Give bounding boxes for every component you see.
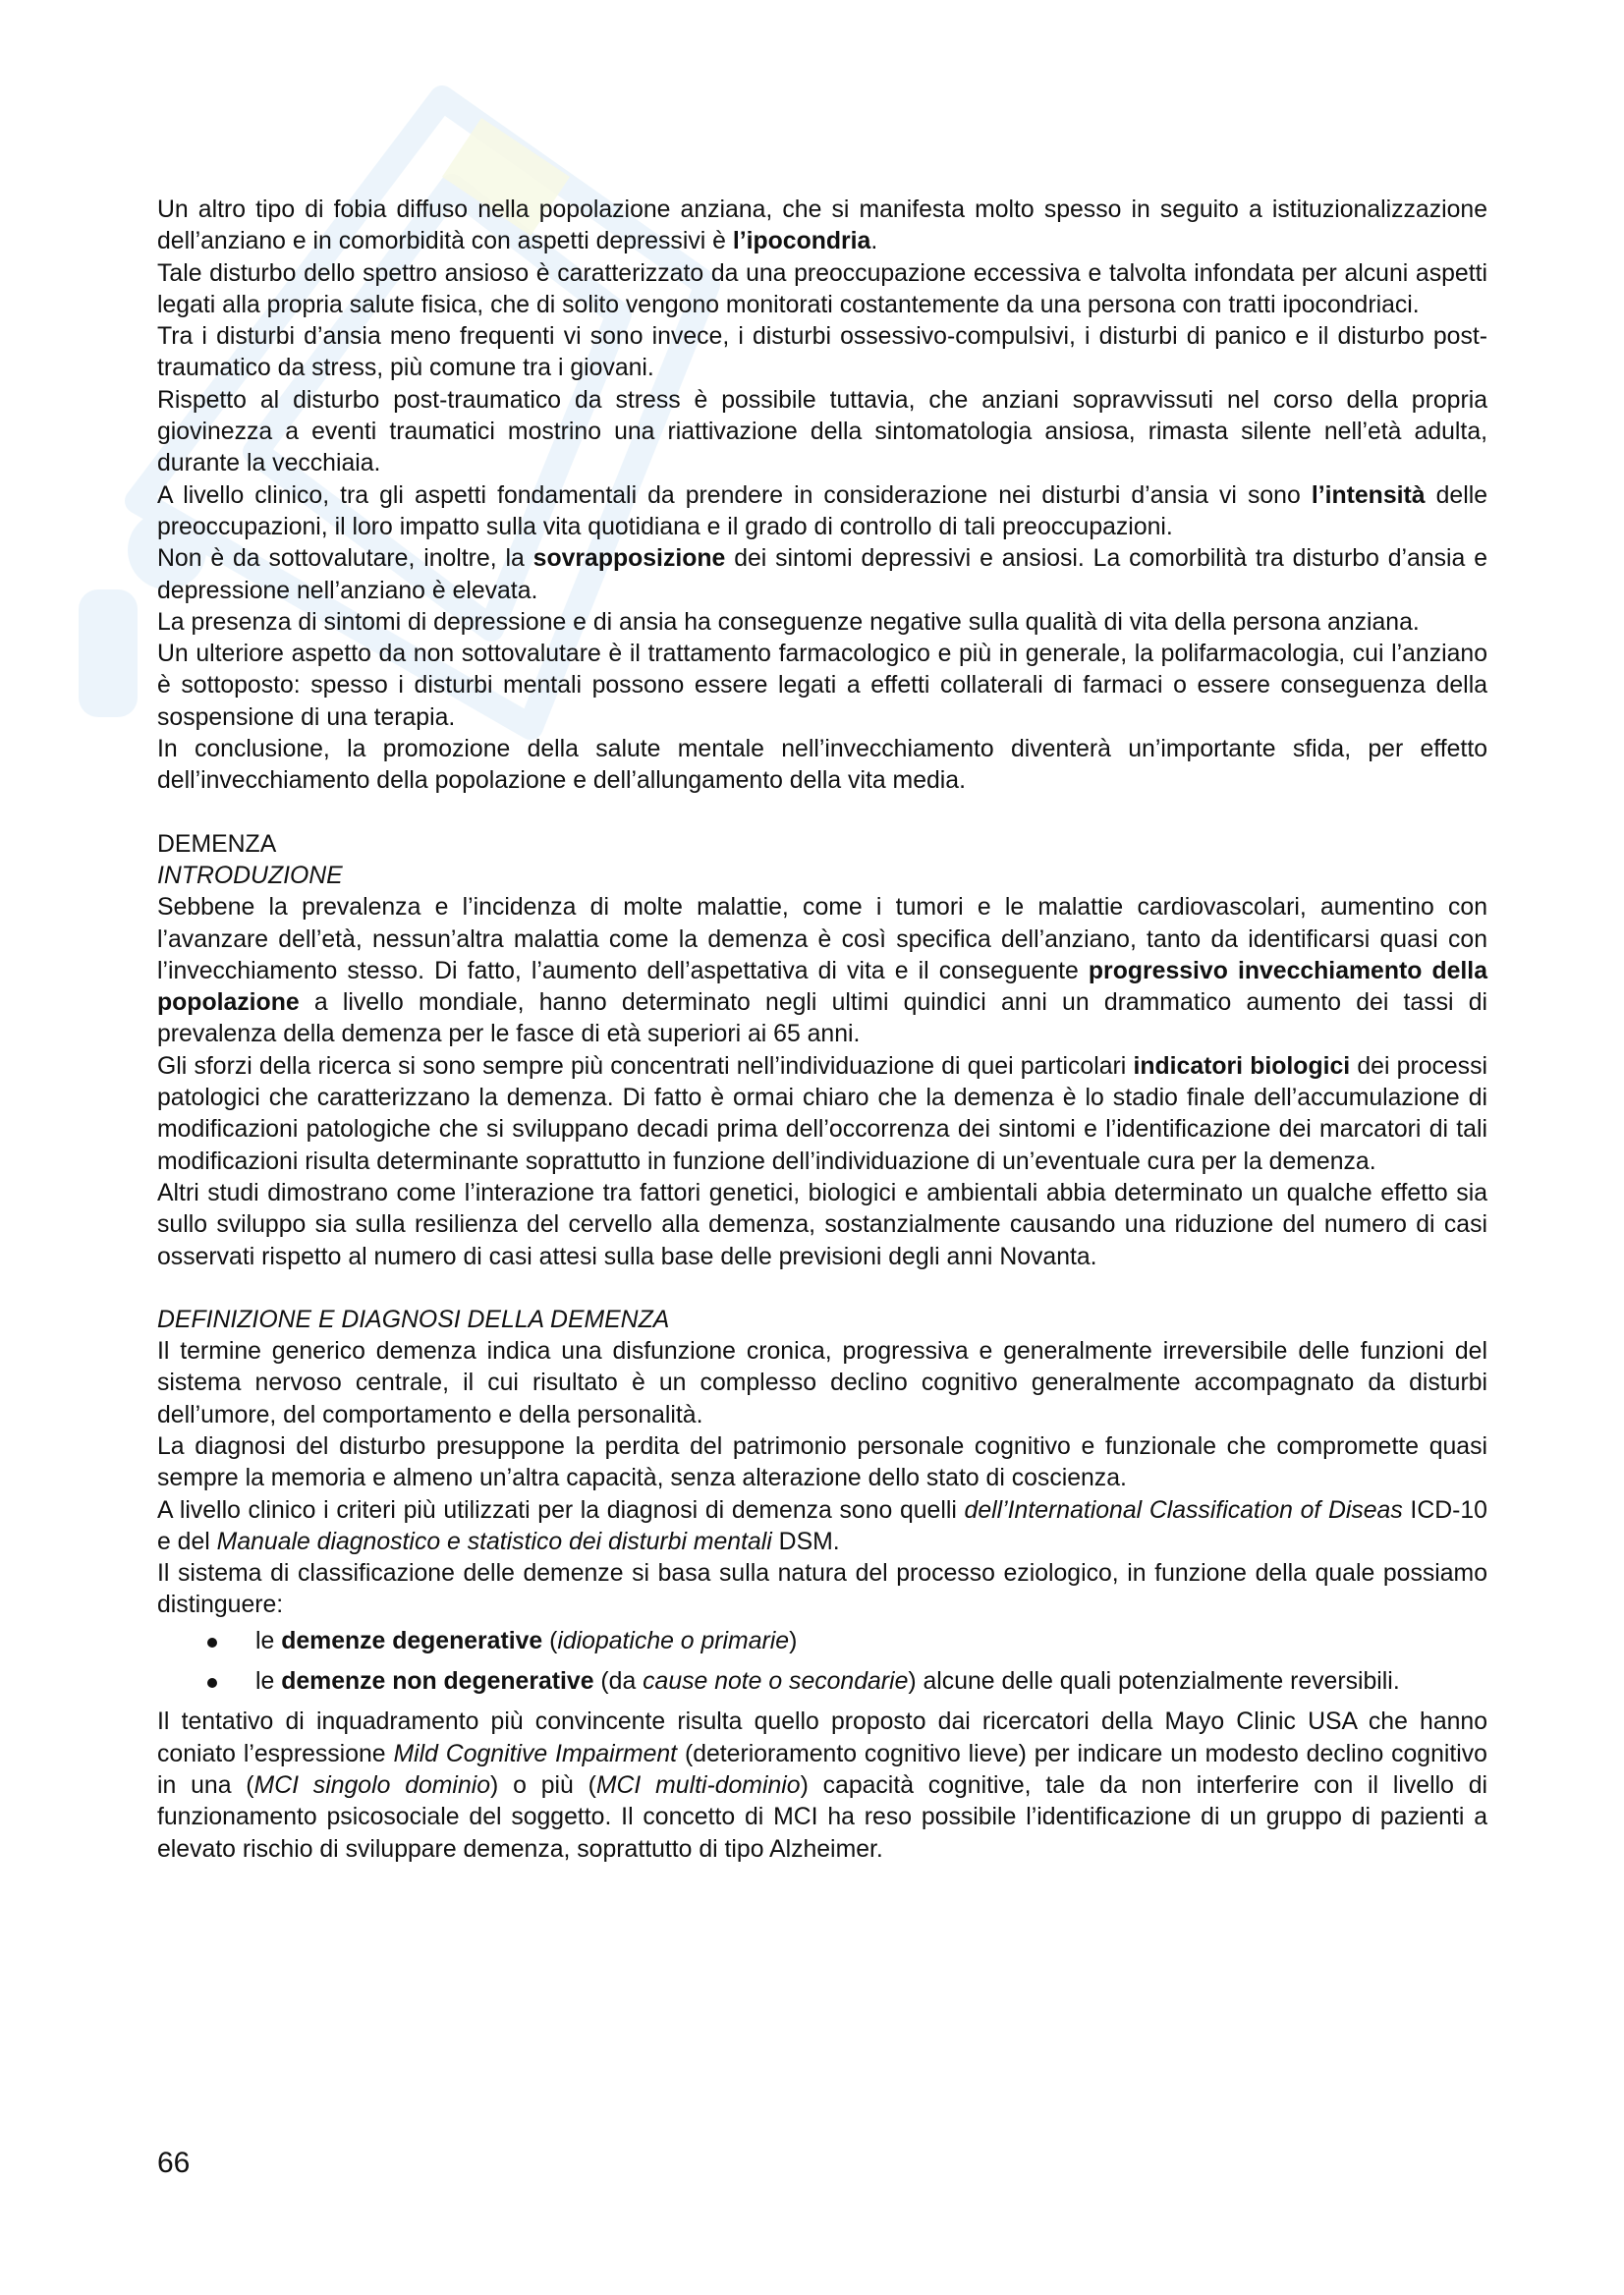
paragraph: Tale disturbo dello spettro ansioso è caratterizzato da una preoccupazione eccessiva e talvolta infondata per alcuni aspetti legati alla propria salute fisica, che di solito vengono monitorati costantemente da una persona con tratti ipocondriaci. (157, 259, 1487, 318)
bullet-icon (207, 1678, 217, 1688)
paragraph: Tra i disturbi d’ansia meno frequenti vi sono invece, i disturbi ossessivo-compulsivi, i disturbi di panico e il disturbo post-traumatico da stress, più comune tra i giovani. (157, 323, 1487, 382)
bullet-list (157, 1626, 1487, 1699)
section-heading: DEMENZA (157, 830, 277, 858)
list-item: le demenze non degenerative (da cause note o secondarie) alcune delle quali potenzialmente reversibili. (157, 1666, 1487, 1698)
paragraph: La presenza di sintomi di depressione e di ansia ha conseguenze negative sulla qualità di vita della persona anziana. (157, 608, 1420, 636)
paragraph: Gli sforzi della ricerca si sono sempre più concentrati nell’individuazione di quei particolari indicatori biologici dei processi patologici che caratterizzano la demenza. Di fatto è ormai chiaro che la demenza è lo stadio finale dell’accumulazione di modificazioni patologiche che si sviluppano decadi prima dell’occorrenza dei sintomi e l’identificazione dei marcatori di tali modificazioni risulta determinante soprattutto in funzione dell’individuazione di un’eventuale cura per la demenza. (157, 1052, 1487, 1175)
paragraph: Rispetto al disturbo post-traumatico da stress è possibile tuttavia, che anziani sopravvissuti nel corso della propria giovinezza a eventi traumatici mostrino una riattivazione della sintomatologia ansiosa, rimasta silente nell’età adulta, durante la vecchiaia. (157, 386, 1487, 477)
paragraph: La diagnosi del disturbo presuppone la perdita del patrimonio personale cognitivo e funzionale che compromette quasi sempre la memoria e almeno un’altra capacità, senza alterazione dello stato di coscienza. (157, 1432, 1487, 1492)
paragraph: Altri studi dimostrano come l’interazione tra fattori genetici, biologici e ambientali abbia determinato un qualche effetto sia sullo sviluppo sia sulla resilienza del cervello alla demenza, sostanzialmente causando una riduzione del numero di casi osservati rispetto al numero di casi attesi sulla base delle previsioni degli anni Novanta. (157, 1179, 1487, 1270)
paragraph: Non è da sottovalutare, inoltre, la sovrapposizione dei sintomi depressivi e ansiosi. La comorbilità tra disturbo d’ansia e depressione nell’anziano è elevata. (157, 545, 1487, 604)
paragraph: Il tentativo di inquadramento più convincente risulta quello proposto dai ricercatori della Mayo Clinic USA che hanno coniato l’espressione Mild Cognitive Impairment (deterioramento cognitivo lieve) per indicare un modesto declino cognitivo in una (MCI singolo dominio) o più (MCI multi-dominio) capacità cognitive, tale da non interferire con il livello di funzionamento psicosociale del soggetto. Il concetto di MCI ha reso possibile l’identificazione di un gruppo di pazienti a elevato rischio di sviluppare demenza, soprattutto di tipo Alzheimer. (157, 1708, 1487, 1863)
page-number: 66 (157, 2147, 191, 2179)
paragraph: Il termine generico demenza indica una disfunzione cronica, progressiva e generalmente irreversibile delle funzioni del sistema nervoso centrale, il cui risultato è un complesso declino cognitivo generalmente accompagnato da disturbi dell’umore, del comportamento e della personalità. (157, 1338, 1487, 1428)
paragraph: Un altro tipo di fobia diffuso nella popolazione anziana, che si manifesta molto spesso in seguito a istituzionalizzazione dell’anziano e in comorbidità con aspetti depressivi è l’ipocondria. (157, 196, 1487, 255)
paragraph: Sebbene la prevalenza e l’incidenza di molte malattie, come i tumori e le malattie cardiovascolari, aumentino con l’avanzare dell’età, nessun’altra malattia come la demenza è così specifica dell’anziano, tanto da identificarsi quasi con l’invecchiamento stesso. Di fatto, l’aumento dell’aspettativa di vita e il conseguente progressivo invecchiamento della popolazione a livello mondiale, hanno determinato negli ultimi quindici anni un drammatico aumento dei tassi di prevalenza della demenza per le fasce di età superiori ai 65 anni. (157, 894, 1487, 1048)
list-item: le demenze degenerative (idiopatiche o primarie) (157, 1626, 1487, 1657)
paragraph: Il sistema di classificazione delle demenze si basa sulla natura del processo eziologico, in funzione della quale possiamo distinguere: (157, 1560, 1487, 1619)
paragraph: A livello clinico, tra gli aspetti fondamentali da prendere in considerazione nei disturbi d’ansia vi sono l’intensità delle preoccupazioni, il loro impatto sulla vita quotidiana e il grado di controllo di tali preoccupazioni. (157, 481, 1488, 540)
paragraph: Un ulteriore aspetto da non sottovalutare è il trattamento farmacologico e più in generale, la polifarmacologia, cui l’anziano è sottoposto: spesso i disturbi mentali possono essere legati a effetti collaterali di farmaci o essere conseguenza della sospensione di una terapia. (157, 641, 1487, 731)
page-content (157, 195, 1487, 1866)
bullet-icon (207, 1638, 217, 1648)
section-subheading: DEFINIZIONE E DIAGNOSI DELLA DEMENZA (157, 1306, 670, 1333)
paragraph: A livello clinico i criteri più utilizzati per la diagnosi di demenza sono quelli dell’International Classification of Diseas ICD-10 e del Manuale diagnostico e statistico dei disturbi mentali DSM. (157, 1496, 1487, 1555)
section-subheading: INTRODUZIONE (157, 862, 343, 889)
paragraph: In conclusione, la promozione della salute mentale nell’invecchiamento diventerà un’importante sfida, per effetto dell’invecchiamento della popolazione e dell’allungamento della vita media. (157, 736, 1487, 795)
